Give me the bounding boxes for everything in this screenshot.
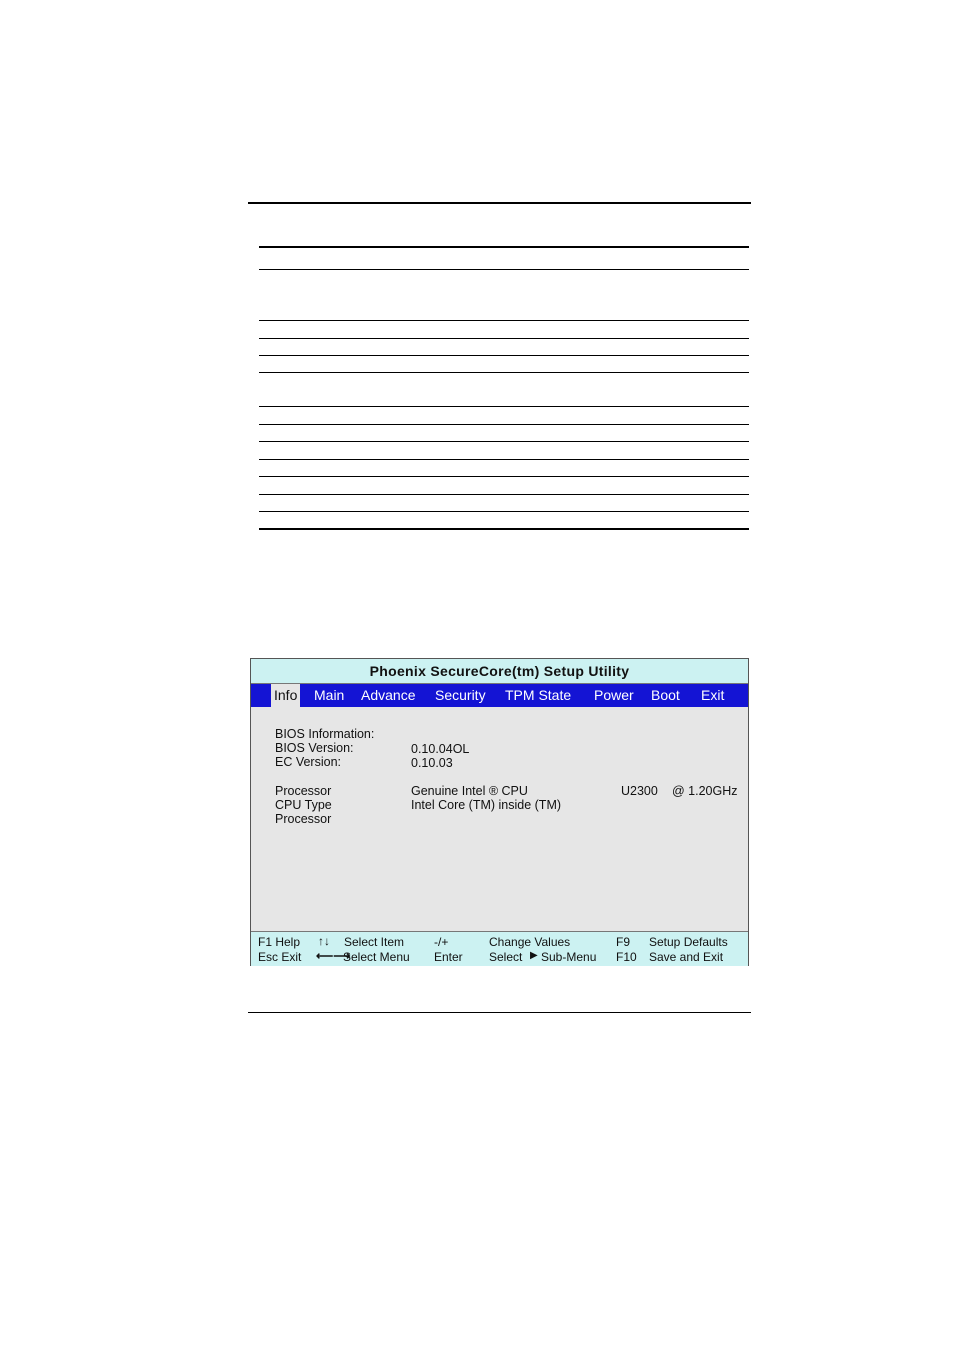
ec-version-label: EC Version: xyxy=(275,755,342,769)
table-rule xyxy=(259,246,749,248)
table-rule xyxy=(259,476,749,477)
tab-power[interactable]: Power xyxy=(594,687,634,703)
table-rule xyxy=(259,269,749,270)
processor-speed: @ 1.20GHz xyxy=(672,784,738,798)
bios-title: Phoenix SecureCore(tm) Setup Utility xyxy=(251,659,748,684)
bios-setup-window xyxy=(250,658,749,966)
help-f9: F9 xyxy=(616,935,631,949)
table-rule xyxy=(259,494,749,495)
processor-label-2: Processor xyxy=(275,812,332,826)
table-rule xyxy=(259,441,749,442)
help-enter: Enter xyxy=(434,950,463,964)
tab-exit[interactable]: Exit xyxy=(701,687,725,703)
help-save-exit: Save and Exit xyxy=(649,950,724,964)
tab-boot[interactable]: Boot xyxy=(651,687,680,703)
bios-information-label: BIOS Information: xyxy=(275,727,375,741)
processor-label: Processor xyxy=(275,784,332,798)
table-rule xyxy=(259,424,749,425)
left-right-arrows-icon: ⟵⟶ xyxy=(316,949,351,963)
up-down-arrows-icon: ↑↓ xyxy=(318,934,330,948)
page-bottom-rule xyxy=(248,1012,751,1013)
table-rule xyxy=(259,528,749,530)
help-f1: F1 Help xyxy=(258,935,301,949)
tab-info[interactable]: Info xyxy=(271,684,300,707)
help-esc: Esc Exit xyxy=(258,950,302,964)
table-rule xyxy=(259,459,749,460)
help-f10: F10 xyxy=(616,950,637,964)
cpu-type-value: Intel Core (TM) inside (TM) xyxy=(411,798,562,812)
bios-menu-bar xyxy=(251,684,748,707)
table-rule xyxy=(259,406,749,407)
help-minus-plus: -/+ xyxy=(434,935,449,949)
table-rule xyxy=(259,355,749,356)
processor-value: Genuine Intel ® CPU xyxy=(411,784,528,798)
table-rule xyxy=(259,338,749,339)
bios-version-value: 0.10.04OL xyxy=(411,742,470,756)
page-top-rule xyxy=(248,202,751,204)
help-select-item: Select Item xyxy=(344,935,405,949)
table-rule xyxy=(259,511,749,512)
help-select: Select xyxy=(489,950,523,964)
ec-version-value: 0.10.03 xyxy=(411,756,453,770)
table-rule xyxy=(259,372,749,373)
tab-main[interactable]: Main xyxy=(314,687,345,703)
cpu-type-label: CPU Type xyxy=(275,798,332,812)
help-sub-menu: Sub-Menu xyxy=(541,950,597,964)
info-panel xyxy=(251,707,748,931)
empty-table-lines xyxy=(259,246,749,532)
help-select-menu: Select Menu xyxy=(343,950,410,964)
tab-tpm-state[interactable]: TPM State xyxy=(505,687,572,703)
bios-version-label: BIOS Version: xyxy=(275,741,354,755)
help-change-values: Change Values xyxy=(489,935,571,949)
processor-model: U2300 xyxy=(621,784,658,798)
right-triangle-icon: ▶ xyxy=(530,950,538,961)
tab-security[interactable]: Security xyxy=(435,687,486,703)
table-rule xyxy=(259,320,749,321)
help-setup-defaults: Setup Defaults xyxy=(649,935,728,949)
help-bar xyxy=(251,931,748,966)
tab-advance[interactable]: Advance xyxy=(361,687,416,703)
